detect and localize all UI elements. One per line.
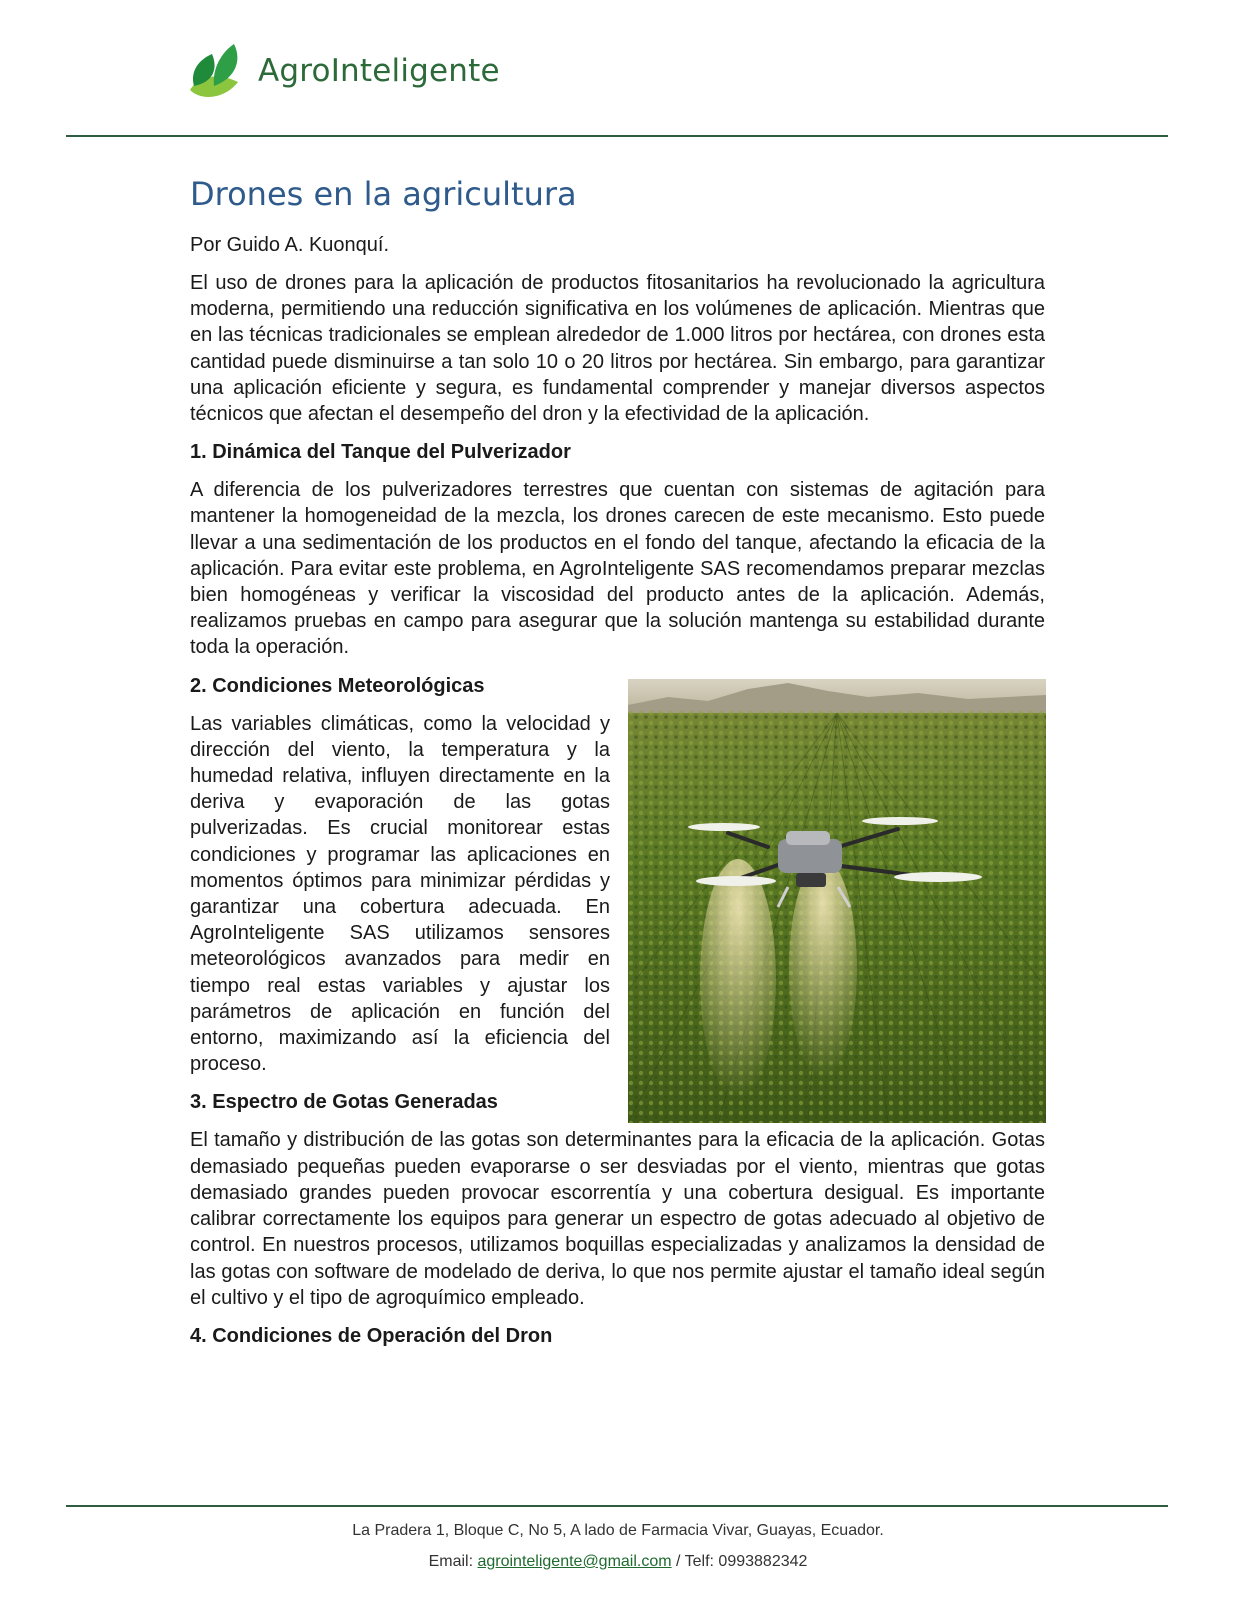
leaf-logo-icon [188, 42, 244, 100]
phone-label: / Telf: 0993882342 [671, 1553, 808, 1570]
article-intro: El uso de drones para la aplicación de productos fitosanitarios ha revolucionado la agricultura moderna, permitiendo una reducción significativa en los volúmenes de aplicación. Mientras que en las técnicas tradicionales se emplean alrededor de 1.000 litros por hectárea, con drones esta cantidad puede disminuirse a tan solo 10 o 20 litros por hectárea. Sin embargo, para garantizar una aplicación eficiente y segura, es fundamental comprender y manejar diversos aspectos técnicos que afectan el desempeño del dron y la efectividad de la aplicación. [190, 272, 1045, 426]
brand-name: AgroInteligente [258, 53, 500, 89]
section-body: Las variables climáticas, como la velocidad y dirección del viento, la temperatura y la humedad relativa, influyen directamente en la deriva y evaporación de las gotas pulverizadas. Es crucial monitorear estas condiciones y programar las aplicaciones en momentos óptimos para minimizar pérdidas y garantizar una cobertura adecuada. En AgroInteligente SAS utilizamos sensores meteorológicos avanzados para medir en tiempo real estas variables y ajustar los parámetros de aplicación en función del entorno, maximizando así la eficiencia del proceso. [190, 712, 610, 1076]
drone-spraying-field-photo [628, 679, 1046, 1123]
section-heading: 2. Condiciones Meteorológicas [190, 674, 485, 697]
footer-contact [0, 1553, 1236, 1571]
article-title: Drones en la agricultura [190, 175, 577, 213]
section-heading: 1. Dinámica del Tanque del Pulverizador [190, 441, 571, 464]
section-heading: 3. Espectro de Gotas Generadas [190, 1091, 498, 1114]
article [190, 168, 1045, 1361]
footer-divider [66, 1505, 1168, 1507]
footer-address: La Pradera 1, Bloque C, No 5, A lado de Farmacia Vivar, Guayas, Ecuador. [352, 1522, 884, 1539]
email-link[interactable]: agrointeligente@gmail.com [477, 1553, 672, 1570]
email-label: Email: [428, 1553, 478, 1570]
article-author: Por Guido A. Kuonquí. [190, 234, 390, 256]
section-heading: 4. Condiciones de Operación del Dron [190, 1324, 553, 1347]
brand-logo [188, 40, 500, 102]
section-body: El tamaño y distribución de las gotas son determinantes para la eficacia de la aplicación. Gotas demasiado pequeñas pueden evaporarse o ser desviadas por el viento, mientras que gotas demasiado grandes pueden provocar escorrentía y una cobertura desigual. Es importante calibrar correctamente los equipos para generar un espectro de gotas adecuado al objetivo de control. En nuestros procesos, utilizamos boquillas especializadas y analizamos la densidad de las gotas con software de modelado de deriva, lo que nos permite ajustar el tamaño ideal según el cultivo y el tipo de agroquímico empleado. [190, 1129, 1045, 1309]
header-divider [66, 135, 1168, 137]
section-with-photo [190, 673, 1045, 1078]
section-body: A diferencia de los pulverizadores terrestres que cuentan con sistemas de agitación para mantener la homogeneidad de la mezcla, los drones carecen de este mecanismo. Esto puede llevar a una sedimentación de los productos en el fondo del tanque, afectando la eficacia de la aplicación. Para evitar este problema, en AgroInteligente SAS recomendamos preparar mezclas bien homogéneas y verificar la viscosidad del producto antes de la aplicación. Además, realizamos pruebas en campo para asegurar que la solución mantenga su estabilidad durante toda la operación. [190, 479, 1045, 659]
